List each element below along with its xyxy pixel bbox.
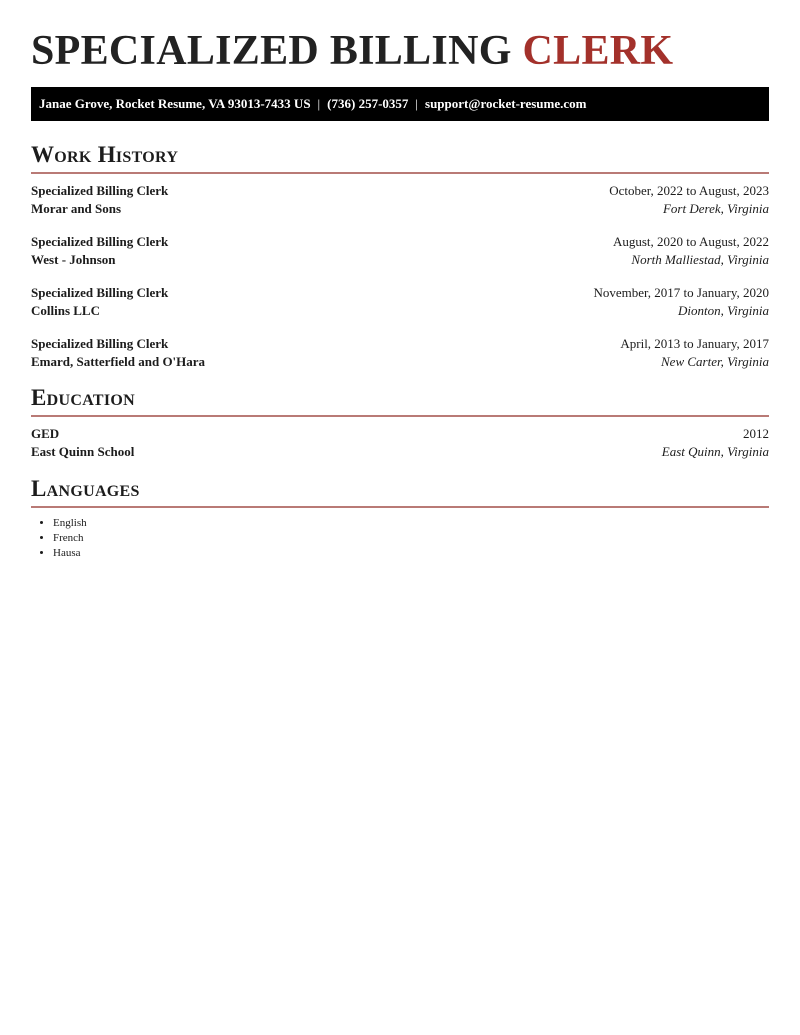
- job-company: Emard, Satterfield and O'Hara: [31, 354, 206, 369]
- education-entry: [31, 425, 769, 461]
- languages-section: [31, 476, 769, 561]
- job-dates: November, 2017 to January, 2020: [593, 285, 769, 300]
- language-item: • Hausa: [53, 546, 769, 561]
- section-divider: [31, 415, 769, 417]
- job-dates: August, 2020 to August, 2022: [612, 234, 769, 249]
- job-location: Dionton, Virginia: [678, 303, 769, 318]
- languages-heading: Languages: [31, 476, 140, 501]
- contact-phone: (736) 257-0357: [327, 96, 409, 111]
- title-accent: CLERK: [522, 28, 674, 74]
- job-entry: [31, 233, 769, 269]
- education-location: East Quinn, Virginia: [661, 444, 769, 459]
- job-company: West - Johnson: [31, 252, 116, 267]
- education-year: 2012: [743, 426, 769, 441]
- education-heading: Education: [31, 385, 135, 410]
- job-title: Specialized Billing Clerk: [31, 234, 169, 249]
- title-main: SPECIALIZED BILLING: [31, 28, 512, 74]
- job-entry: [31, 335, 769, 371]
- contact-address: Janae Grove, Rocket Resume, VA 93013-7433 US: [39, 96, 311, 111]
- language-item: • French: [53, 531, 769, 546]
- education-section: [31, 385, 769, 461]
- language-item: • English: [53, 516, 769, 531]
- job-entry: [31, 284, 769, 320]
- section-divider: [31, 506, 769, 508]
- contact-bar: [31, 87, 769, 121]
- work-history-heading: Work History: [31, 142, 179, 167]
- job-dates: April, 2013 to January, 2017: [620, 336, 769, 351]
- education-school: East Quinn School: [31, 444, 135, 459]
- job-dates: October, 2022 to August, 2023: [609, 183, 769, 198]
- job-company: Morar and Sons: [31, 201, 122, 216]
- job-title: Specialized Billing Clerk: [31, 183, 169, 198]
- education-degree: GED: [31, 426, 60, 441]
- work-history-section: [31, 142, 769, 371]
- contact-separator: |: [317, 96, 321, 111]
- contact-separator: |: [415, 96, 419, 111]
- job-company: Collins LLC: [31, 303, 100, 318]
- languages-list: [31, 516, 769, 561]
- contact-email: support@rocket-resume.com: [425, 96, 587, 111]
- job-entry: [31, 182, 769, 218]
- job-location: Fort Derek, Virginia: [662, 201, 769, 216]
- job-location: North Malliestad, Virginia: [631, 252, 769, 267]
- resume-title: [31, 0, 769, 73]
- job-title: Specialized Billing Clerk: [31, 336, 169, 351]
- job-title: Specialized Billing Clerk: [31, 285, 169, 300]
- job-location: New Carter, Virginia: [661, 354, 769, 369]
- resume-page: [31, 0, 769, 561]
- section-divider: [31, 172, 769, 174]
